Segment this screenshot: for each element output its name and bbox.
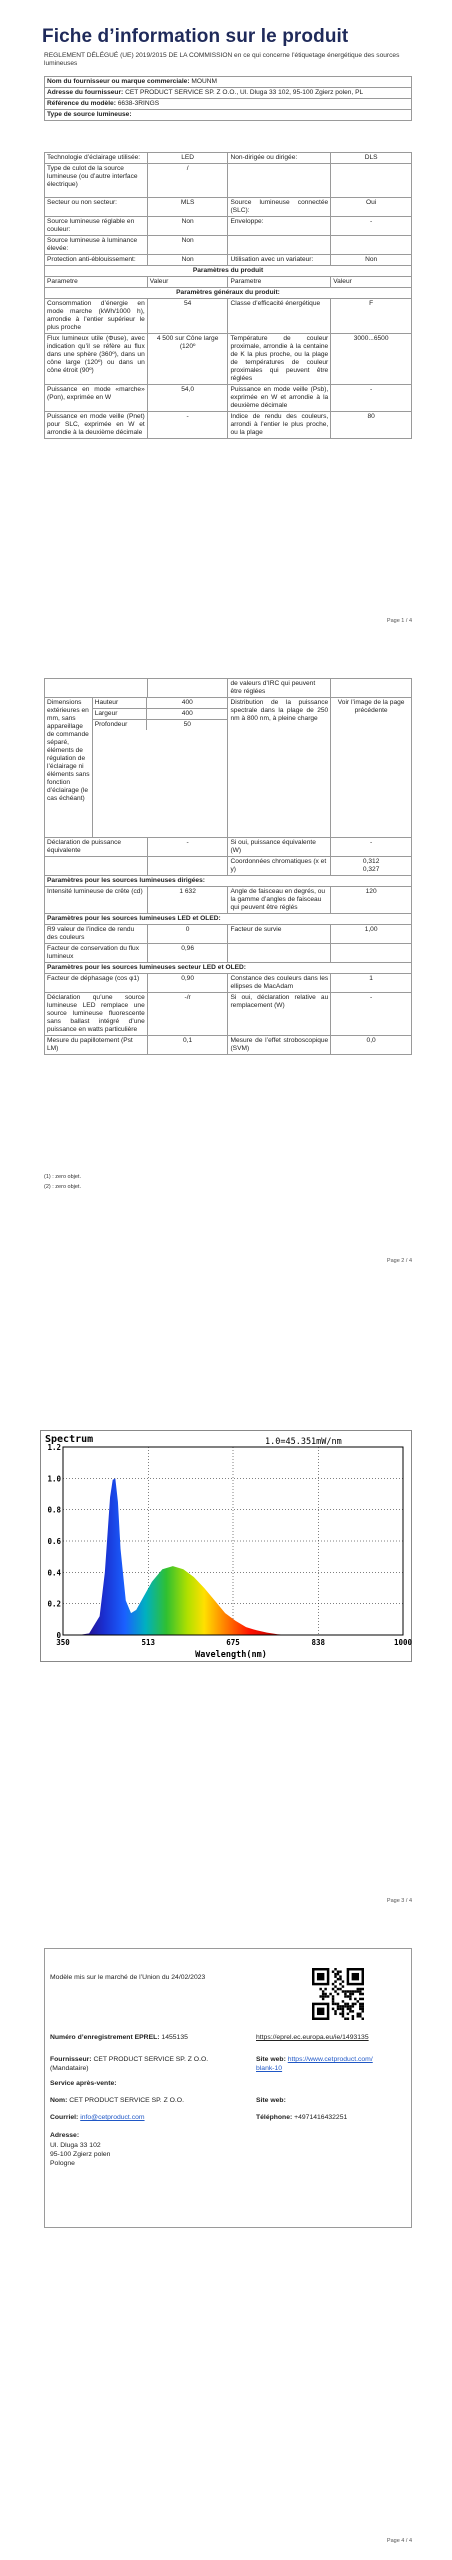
param-row: Flux lumineux utile (Φuse), avec indication qu’il se réfère au flux dans une sphère (360º), dans un cône large (120º) ou dans un cône étroit (90º) 4 500 sur Cône large (120º Température de couleur proximale, arrondie à la centaine de K la plus proche, ou la plage de températures de couleur proximales qui peuvent être réglées 3000...6500: [45, 334, 412, 385]
y-tick-label: 0: [56, 1631, 61, 1640]
page-number: Page 1 / 4: [386, 618, 412, 624]
site-web-link[interactable]: https://www.cetproduct.com/blank-10: [256, 2056, 373, 2072]
page-1: [0, 0, 452, 640]
y-tick-label: 1.2: [47, 1443, 61, 1452]
site-web2-line: Site web:: [256, 2097, 286, 2104]
cri-continued-row: de valeurs d’IRC qui peuvent être réglées: [45, 679, 412, 698]
aftersale-label: Service après-vente:: [50, 2080, 117, 2087]
y-tick-label: 0.4: [47, 1568, 61, 1578]
email-link[interactable]: info@cetproduct.com: [80, 2114, 145, 2121]
supplier-address: CET PRODUCT SERVICE SP. Z O.O., Ul. Dluga 33 102, 95-100 Zgierz polen, PL: [125, 89, 364, 96]
params-table-continued: [44, 678, 412, 1055]
mains-header: Paramètres pour les sources lumineuses secteur LED et OLED:: [45, 963, 412, 974]
chart-title: Spectrum: [45, 1434, 94, 1445]
eprel-link[interactable]: https://eprel.ec.europa.eu/ie/1493135: [256, 2034, 369, 2041]
dimensions-subtable: Hauteur 400 Largeur 400 Profondeur 50: [93, 698, 228, 730]
peak-row: Intensité lumineuse de crête (cd) 1 632 Angle de faisceau en degrés, ou la gamme d’angles de faisceau qui peuvent être réglés 120: [45, 887, 412, 914]
y-tick-label: 0.6: [47, 1537, 61, 1546]
x-tick-label: 838: [311, 1638, 326, 1647]
document-title: Fiche d’information sur le produit: [42, 26, 349, 47]
address-label: Adresse:: [50, 2132, 80, 2139]
model-reference: 6638-3RINGS: [117, 100, 160, 107]
y-tick-label: 0.8: [47, 1505, 61, 1515]
equiv-row: Déclaration de puissance équivalente - Si oui, puissance équivalente (W) -: [45, 838, 412, 857]
regulation-text: REGLEMENT DÉLÉGUÉ (UE) 2019/2015 DE LA COMMISSION en ce qui concerne l’étiquetage énergétique des sources lumineuses: [44, 52, 400, 67]
param-row: Consommation d’énergie en mode marche (kWh/1000 h), arrondie à l’entier supérieur le plus proche 54 Classe d’efficacité énergétique F: [45, 299, 412, 334]
flux-annotation: 1.0=45.351mW/nm: [265, 1437, 342, 1447]
y-tick-label: 0.2: [47, 1599, 61, 1609]
light-row: Source lumineuse à luminance élevée: Non: [45, 236, 412, 255]
model-market-date: Modèle mis sur le marché de l’Union du 24/02/2023: [50, 1974, 206, 1981]
param-row: Puissance en mode «marche» (Pon), exprimée en W 54,0 Puissance en mode veille (Psb), exprimée en W et arrondie à la deuxième décimale -: [45, 385, 412, 412]
r9-row: R9 valeur de l’indice de rendu des couleurs 0 Facteur de survie 1,00: [45, 925, 412, 944]
flicker-row: Mesure du papillotement (Pst LM) 0,1 Mesure de l’effet stroboscopique (SVM) 0,0: [45, 1036, 412, 1055]
page-number: Page 2 / 4: [386, 1258, 412, 1264]
page-4: [0, 1920, 452, 2560]
x-axis-label: Wavelength(nm): [195, 1650, 267, 1660]
light-source-table: [44, 152, 412, 439]
footnote-2: (2) : zero objet.: [44, 1184, 81, 1190]
light-row: Type de culot de la source lumineuse (ou d’autre interface électrique) /: [45, 164, 412, 198]
x-tick-label: 675: [226, 1638, 240, 1647]
column-header-row: Parametre Valeur Parametre Valeur: [45, 277, 412, 288]
light-row: Technologie d’éclairage utilisée: LED Non-dirigée ou dirigée: DLS: [45, 153, 412, 164]
x-tick-label: 350: [56, 1638, 70, 1647]
param-row: Puissance en mode veille (Pnet) pour SLC, exprimée en W et arrondie à la deuxième décimale - Indice de rendu des couleurs, arrondi à l’entier le plus proche, ou la plage 80: [45, 412, 412, 439]
lumen-row: Facteur de conservation du flux lumineux 0,96: [45, 944, 412, 963]
chart-area: [79, 1478, 288, 1635]
spectrum-svg: [41, 1431, 413, 1663]
directed-header: Paramètres pour les sources lumineuses dirigées:: [45, 876, 412, 887]
phase-row: Facteur de déphasage (cos φ1) 0,90 Constance des couleurs dans les ellipses de MacAdam 1: [45, 974, 412, 993]
light-row: Secteur ou non secteur: MLS Source lumineuse connectée (SLC): Oui: [45, 198, 412, 217]
y-tick-label: 1.0: [47, 1474, 61, 1484]
general-params-header: Paramètres généraux du produit:: [45, 288, 412, 299]
product-params-header: Paramètres du produit: [45, 266, 412, 277]
page-number: Page 4 / 4: [386, 2538, 412, 2544]
x-tick-label: 513: [141, 1638, 156, 1647]
address-line-1: Ul. Dluga 33 102: [50, 2142, 101, 2149]
light-row: Protection anti-éblouissement: Non Utilisation avec un variateur: Non: [45, 255, 412, 266]
supplier-address-row: Adresse du fournisseur: CET PRODUCT SERVICE SP. Z O.O., Ul. Dluga 33 102, 95-100 Zgierz polen, PL: [45, 88, 412, 99]
replace-row: Déclaration qu’une source lumineuse LED remplace une source lumineuse fluorescente sans ballast intégré d’une puissance en watts particulière -/r Si oui, déclaration relative au remplacement (W) -: [45, 993, 412, 1036]
dimensions-row: Dimensions extérieures en mm, sans appareillage de commande séparé, éléments de régulation de l’éclairage ni éléments sans fonction d’éclairage (le cas échéant) Hauteur 400 Largeur 400 Profondeur 50 Distribution de la puissance spectrale dans la plage de 250 nm à 800 nm, à pleine charge Voir l’image de la page précédente: [45, 698, 412, 838]
supplier-line: Fournisseur: CET PRODUCT SERVICE SP. Z O.O. (Mandataire): [50, 2056, 209, 2072]
supplier-name: MOUNM: [191, 78, 218, 85]
page-3: [0, 1280, 452, 1920]
site-web-line: Site web: https://www.cetproduct.com/blank-10: [256, 2056, 373, 2072]
telephone-line: Téléphone: +4971416432251: [256, 2114, 348, 2121]
chroma-row: Coordonnées chromatiques (x et y) 0,312 0,327: [45, 857, 412, 876]
supplier-table: [44, 76, 412, 121]
address-line-2: 95-100 Zgierz polen: [50, 2151, 111, 2158]
courriel-line: Courriel: info@cetproduct.com: [50, 2114, 145, 2121]
page-number: Page 3 / 4: [386, 1898, 412, 1904]
light-row: Source lumineuse réglable en couleur: Non Enveloppe: -: [45, 217, 412, 236]
led-header: Paramètres pour les sources lumineuses LED et OLED:: [45, 914, 412, 925]
page-2: [0, 640, 452, 1280]
spectrum-chart: [40, 1430, 412, 1662]
eprel-registration: Numéro d’enregistrement EPREL: 1455135: [50, 2034, 188, 2041]
footnote-1: (1) : zero objet.: [44, 1174, 81, 1180]
supplier-name-row: Nom du fournisseur ou marque commerciale: MOUNM: [45, 77, 412, 88]
light-type-header: Type de source lumineuse:: [45, 110, 412, 121]
qr-code-icon: [312, 1968, 364, 2020]
address-line-3: Pologne: [50, 2160, 75, 2167]
spectrum-area: [79, 1478, 288, 1635]
nom-line: Nom: CET PRODUCT SERVICE SP. Z O.O.: [50, 2097, 184, 2104]
x-tick-label: 1000: [393, 1638, 413, 1647]
model-row: Référence du modèle: 6638-3RINGS: [45, 99, 412, 110]
